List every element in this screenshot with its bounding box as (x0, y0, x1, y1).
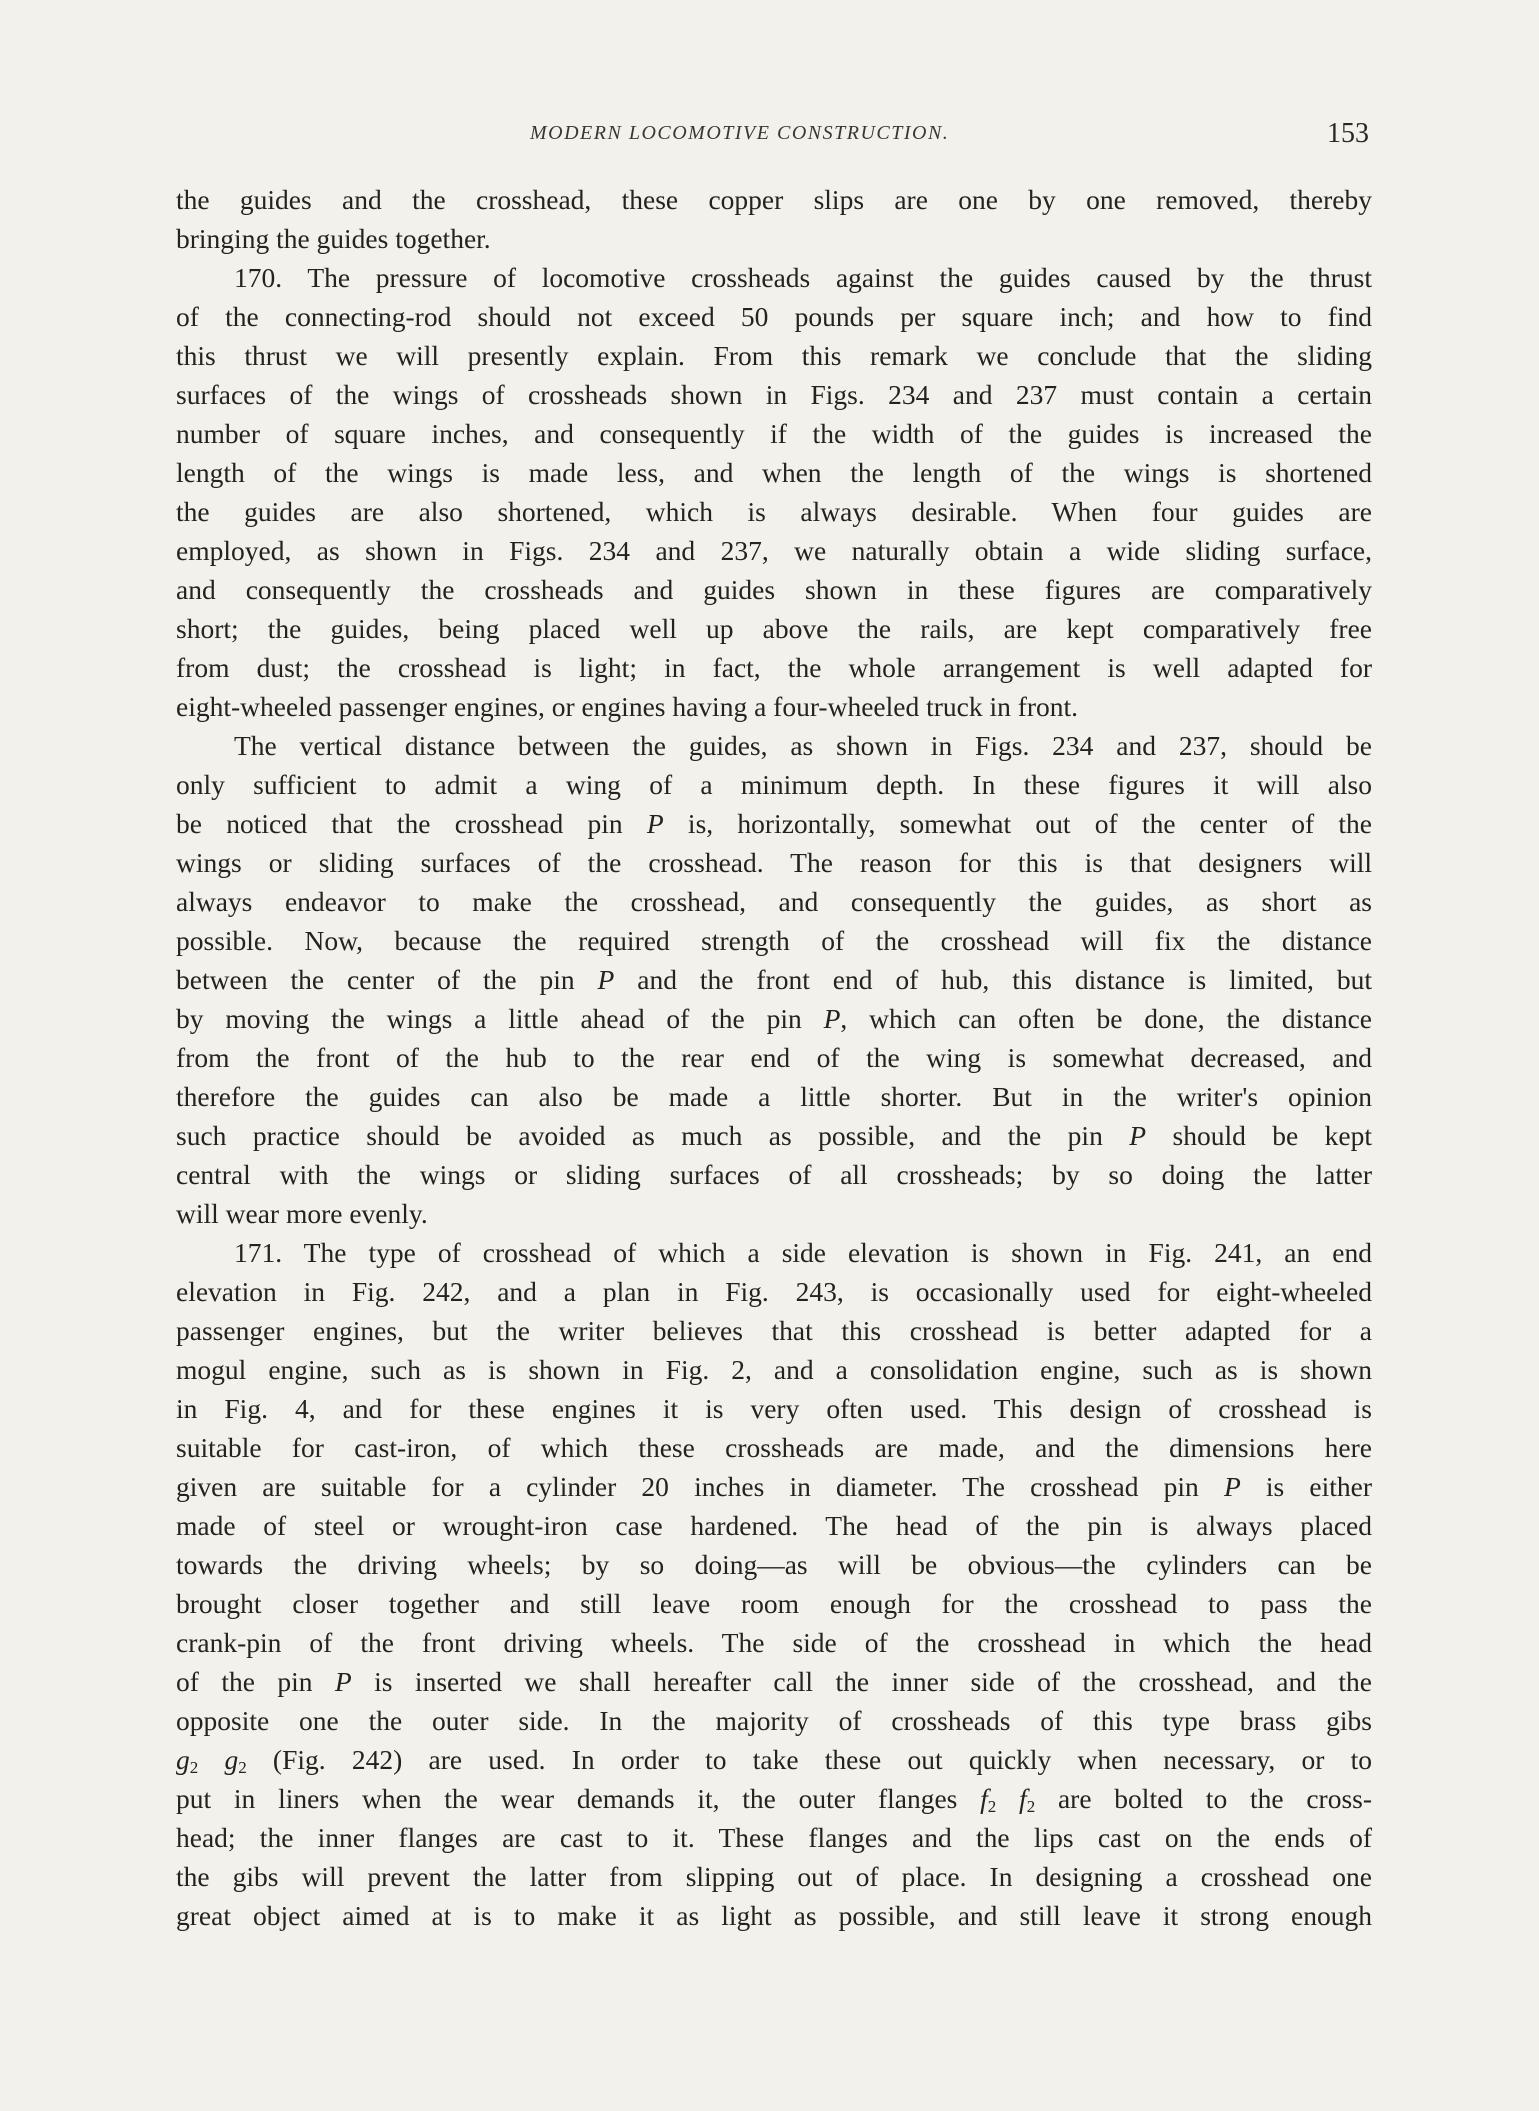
running-head-title: MODERN LOCOMOTIVE CONSTRUCTION. (530, 122, 950, 144)
paragraph-170-start: 170. The pressure of locomotive crossheads against the guides caused by the thrust (234, 262, 1372, 293)
text-line: from the front of the hub to the rear end of the wing is somewhat decreased, and (176, 1042, 1372, 1073)
text-line: short; the guides, being placed well up above the rails, are kept comparatively free (176, 613, 1372, 644)
text-line: opposite one the outer side. In the majority of crossheads of this type brass gibs (176, 1705, 1372, 1736)
text-line: central with the wings or sliding surfaces of all crossheads; by so doing the latter (176, 1159, 1372, 1190)
paragraph-vertical-distance-start: The vertical distance between the guides, as shown in Figs. 234 and 237, should be (234, 730, 1372, 761)
text-line: towards the driving wheels; by so doing—as will be obvious—the cylinders can be (176, 1549, 1372, 1580)
text-line: be noticed that the crosshead pin P is, horizontally, somewhat out of the center of the (176, 808, 1372, 839)
text-line: passenger engines, but the writer believes that this crosshead is better adapted for a (176, 1315, 1372, 1346)
text-line: wings or sliding surfaces of the crosshead. The reason for this is that designers will (176, 847, 1372, 878)
text-line: and consequently the crossheads and guides shown in these figures are comparatively (176, 574, 1372, 605)
text-line: the guides are also shortened, which is always desirable. When four guides are (176, 496, 1372, 527)
text-line: brought closer together and still leave room enough for the crosshead to pass the (176, 1588, 1372, 1619)
text-line: the guides and the crosshead, these copper slips are one by one removed, thereby (176, 184, 1372, 215)
body-text (176, 180, 1372, 1935)
text-line: will wear more evenly. (176, 1198, 428, 1229)
paragraph-171-start: 171. The type of crosshead of which a side elevation is shown in Fig. 241, an end (234, 1237, 1372, 1268)
text-line: suitable for cast-iron, of which these crossheads are made, and the dimensions here (176, 1432, 1372, 1463)
text-line: between the center of the pin P and the front end of hub, this distance is limited, but (176, 964, 1372, 995)
text-line: surfaces of the wings of crossheads shown in Figs. 234 and 237 must contain a certain (176, 379, 1372, 410)
text-line: possible. Now, because the required strength of the crosshead will fix the distance (176, 925, 1372, 956)
text-line: in Fig. 4, and for these engines it is very often used. This design of crosshead is (176, 1393, 1372, 1424)
text-line: this thrust we will presently explain. From this remark we conclude that the sliding (176, 340, 1372, 371)
text-line: eight-wheeled passenger engines, or engines having a four-wheeled truck in front. (176, 691, 1079, 722)
text-line: from dust; the crosshead is light; in fact, the whole arrangement is well adapted for (176, 652, 1372, 683)
text-line: employed, as shown in Figs. 234 and 237, we naturally obtain a wide sliding surface, (176, 535, 1372, 566)
text-line: mogul engine, such as is shown in Fig. 2, and a consolidation engine, such as is shown (176, 1354, 1372, 1385)
text-line: of the connecting-rod should not exceed 50 pounds per square inch; and how to find (176, 301, 1372, 332)
text-line: length of the wings is made less, and when the length of the wings is shortened (176, 457, 1372, 488)
text-line: always endeavor to make the crosshead, and consequently the guides, as short as (176, 886, 1372, 917)
text-line: put in liners when the wear demands it, the outer flanges $f_2$ $f_2$ are bolted to the cross- (176, 1783, 1373, 1816)
text-line: made of steel or wrought-iron case hardened. The head of the pin is always placed (176, 1510, 1372, 1541)
text-line: $g_2$ $g_2$ (Fig. 242) are used. In order to take these out quickly when necessary, or to (176, 1744, 1372, 1777)
text-line: only sufficient to admit a wing of a minimum depth. In these figures it will also (176, 769, 1372, 800)
page-number: 153 (1327, 118, 1369, 149)
text-line: therefore the guides can also be made a little shorter. But in the writer's opinion (176, 1081, 1372, 1112)
text-line: head; the inner flanges are cast to it. These flanges and the lips cast on the ends of (176, 1822, 1372, 1853)
text-line: great object aimed at is to make it as light as possible, and still leave it strong enough (176, 1900, 1372, 1931)
text-line: by moving the wings a little ahead of the pin P, which can often be done, the distance (176, 1003, 1372, 1034)
text-line: such practice should be avoided as much as possible, and the pin P should be kept (176, 1120, 1373, 1151)
text-line: bringing the guides together. (176, 223, 491, 254)
text-line: crank-pin of the front driving wheels. The side of the crosshead in which the head (176, 1627, 1372, 1658)
text-line: elevation in Fig. 242, and a plan in Fig. 243, is occasionally used for eight-wheeled (176, 1276, 1372, 1307)
text-line: given are suitable for a cylinder 20 inches in diameter. The crosshead pin P is either (176, 1471, 1372, 1502)
text-line: of the pin P is inserted we shall hereafter call the inner side of the crosshead, and the (176, 1666, 1372, 1697)
text-line: number of square inches, and consequently if the width of the guides is increased the (176, 418, 1372, 449)
text-line: the gibs will prevent the latter from slipping out of place. In designing a crosshead one (176, 1861, 1372, 1892)
